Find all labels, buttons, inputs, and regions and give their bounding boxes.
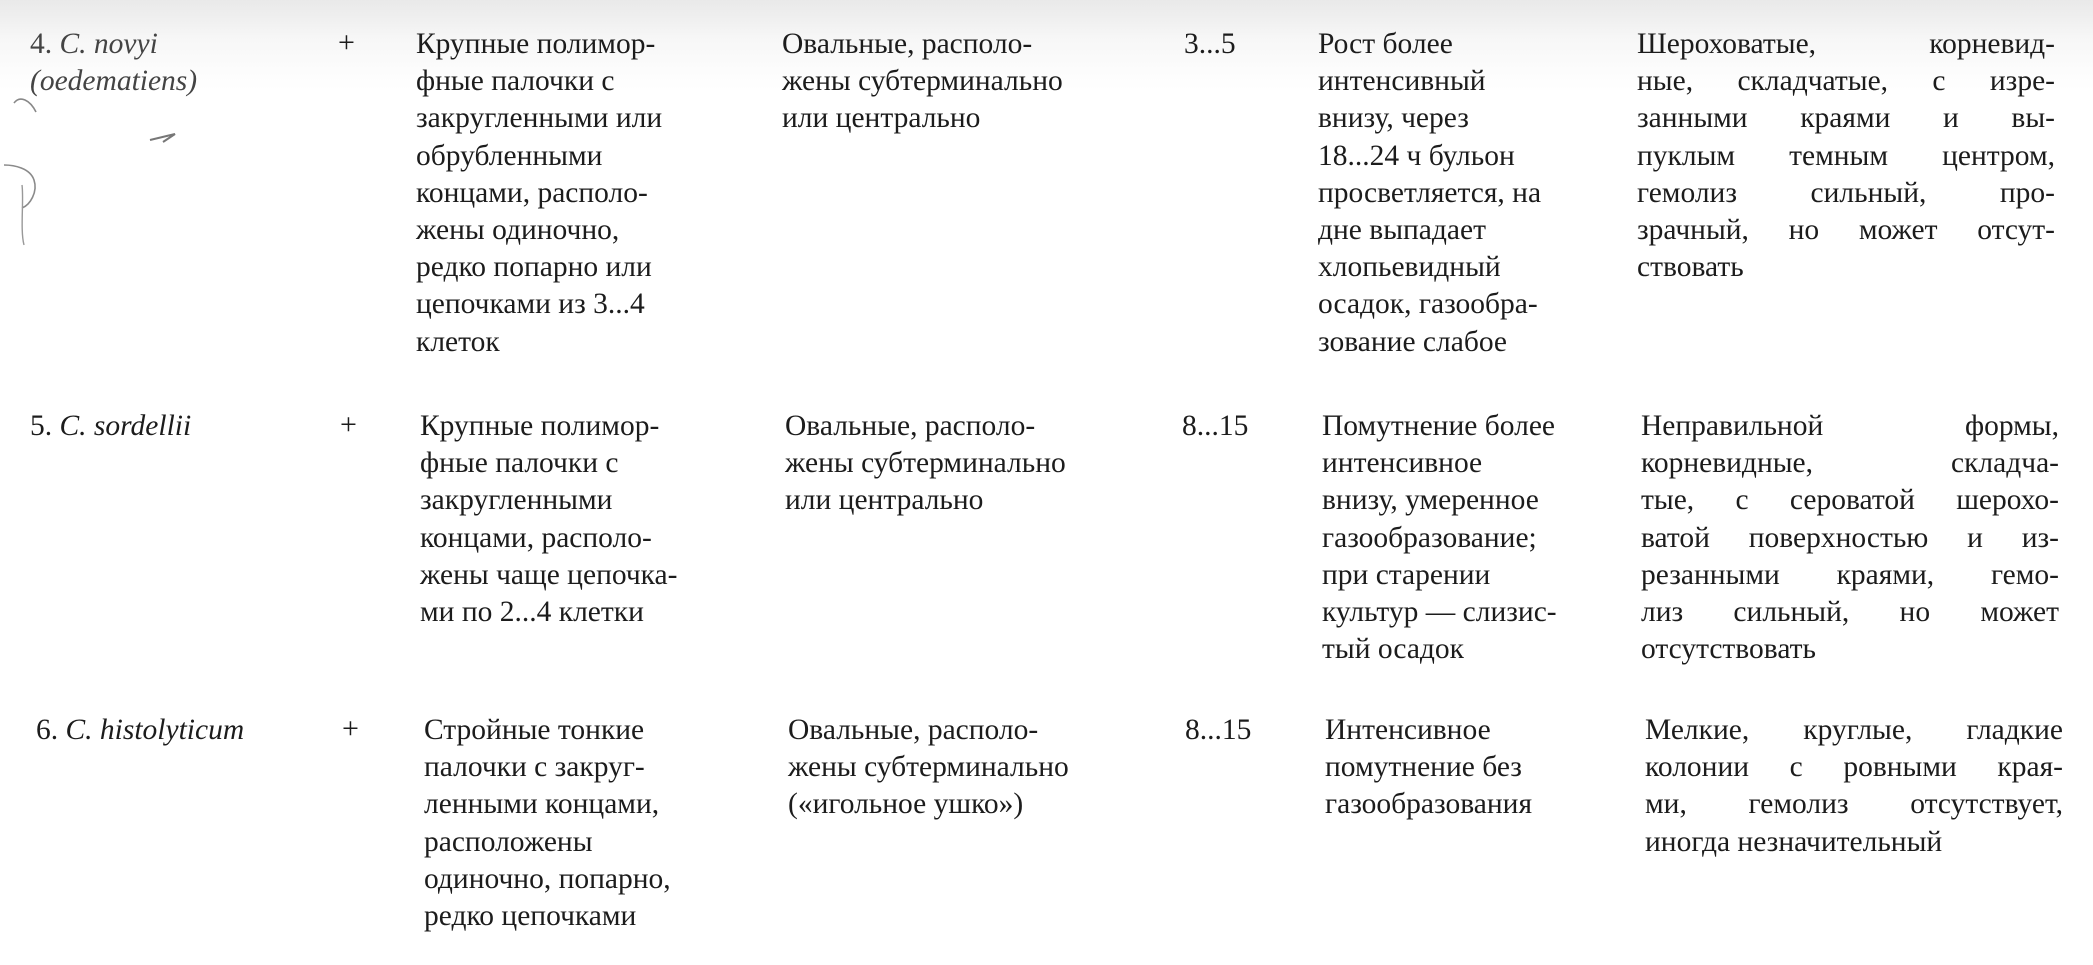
spores-cell: Овальные, располо- жены субтерминально или центрально	[782, 28, 1063, 135]
colonies-line: иногда незначительный	[1645, 825, 1943, 858]
species-cell	[30, 408, 320, 445]
colonies-line: занными краями и вы-	[1637, 102, 2055, 135]
colonies-cell	[1641, 408, 2059, 668]
temperature-cell: 3...5	[1184, 28, 1236, 60]
colonies-cell	[1645, 712, 2063, 861]
gram-stain-cell: +	[342, 712, 359, 745]
colonies-line: ные, складчатые, с изре-	[1637, 65, 2055, 98]
colonies-line: ми, гемолиз отсутствует,	[1645, 788, 2063, 821]
colonies-line: тые, с сероватой шерохо-	[1641, 484, 2059, 517]
broth-growth-cell: Интенсивное помутнение без газообразования	[1325, 714, 1533, 821]
species-name: C. novyi	[59, 28, 158, 60]
row-number: 5.	[30, 410, 53, 442]
broth-growth-cell: Рост более интенсивный внизу, через 18...24 ч бульон просветляется, на дне выпадает хлопьевидный осадок, газообра- зование слабое	[1318, 28, 1542, 358]
colonies-line: отсутствовать	[1641, 633, 1816, 666]
colonies-line: корневидные, складча-	[1641, 447, 2059, 480]
temperature-cell: 8...15	[1185, 714, 1252, 746]
colonies-line: зрачный, но может отсут-	[1637, 213, 2055, 246]
colonies-line: пуклым темным центром,	[1637, 139, 2055, 172]
colonies-line: лиз сильный, но может	[1641, 595, 2059, 628]
morphology-cell: Стройные тонкие палочки с закруг- ленными концами, расположены одиночно, попарно, редко цепочками	[424, 714, 671, 933]
colonies-line: резанными краями, гемо-	[1641, 558, 2059, 591]
species-cell	[36, 712, 326, 749]
colonies-line: Неправильной формы,	[1641, 410, 2059, 442]
colonies-line: ствовать	[1637, 251, 1744, 284]
morphology-cell: Крупные полимор- фные палочки с закругленными концами, располо- жены чаще цепочка- ми по 2...4 клетки	[420, 410, 678, 629]
colonies-cell	[1637, 26, 2055, 286]
colonies-line: колонии с ровными края-	[1645, 751, 2063, 784]
row-number: 6.	[36, 714, 59, 746]
species-name: C. histolyticum	[65, 714, 245, 746]
morphology-cell: Крупные полимор- фные палочки с закругленными или обрубленными концами, располо- жены одиночно, редко попарно или цепочками из 3...4 клеток	[416, 28, 663, 358]
colonies-line: Шероховатые, корневид-	[1637, 28, 2055, 60]
colonies-line: гемолиз сильный, про-	[1637, 176, 2055, 209]
gram-stain-cell: +	[340, 408, 357, 441]
broth-growth-cell: Помутнение более интенсивное внизу, умеренное газообразование; при старении культур — слизис- тый осадок	[1322, 410, 1557, 666]
row-number: 4.	[30, 28, 53, 60]
temperature-cell: 8...15	[1182, 410, 1249, 442]
spores-cell: Овальные, располо- жены субтерминально («игольное ушко»)	[788, 714, 1069, 821]
colonies-line: Мелкие, круглые, гладкие	[1645, 714, 2063, 746]
species-synonym: (oedematiens)	[30, 65, 198, 98]
colonies-line: ватой поверхностью и из-	[1641, 521, 2059, 554]
species-cell	[30, 26, 320, 100]
gram-stain-cell: +	[338, 26, 355, 59]
spores-cell: Овальные, располо- жены субтерминально или центрально	[785, 410, 1066, 517]
species-name: C. sordellii	[59, 410, 192, 442]
